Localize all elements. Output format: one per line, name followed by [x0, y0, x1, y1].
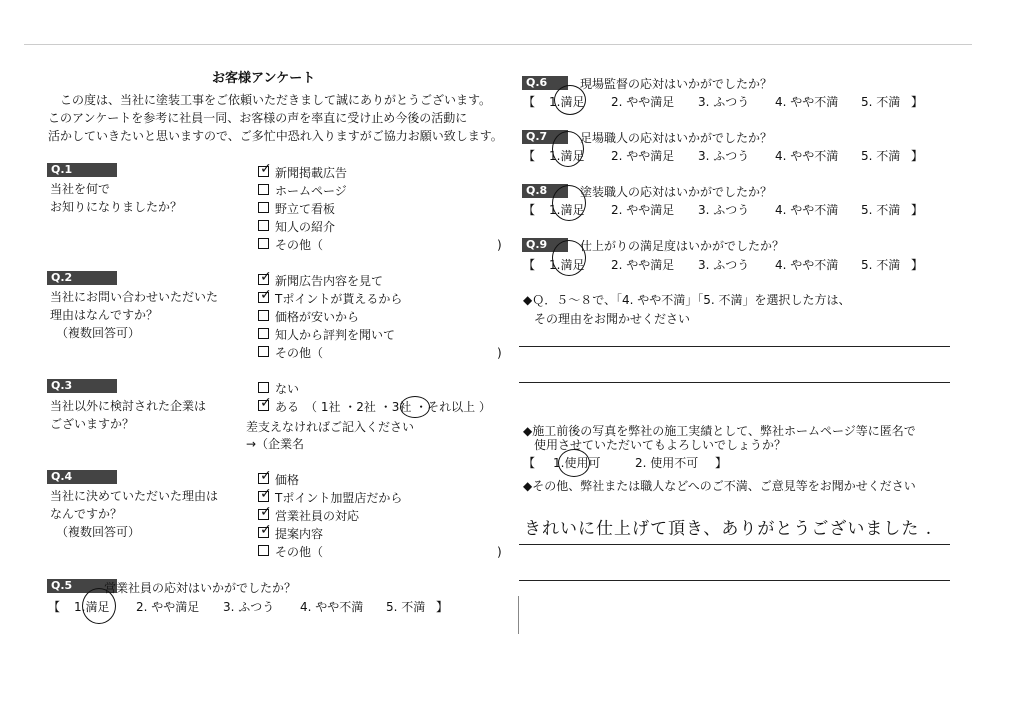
q4-question-3: （複数回答可） — [56, 525, 141, 539]
check-mark-icon: ✓ — [260, 468, 272, 484]
scale-option-4[interactable]: 4. やや不満 — [775, 149, 839, 163]
option-label: ホームページ — [275, 184, 347, 198]
bracket: 【 — [523, 203, 536, 217]
checkbox[interactable] — [258, 287, 272, 303]
option-number: 1. — [549, 95, 561, 109]
option-label: その他（ — [275, 238, 324, 252]
q3-number: Q.3 — [47, 379, 117, 393]
scale-option-3[interactable]: 3. ふつう — [223, 600, 275, 614]
option-number: 1. — [549, 149, 561, 163]
q2-option-2[interactable] — [258, 287, 403, 306]
q9-question: 仕上がりの満足度はいかがでしたか？ — [580, 239, 785, 253]
scale-option-3[interactable]: 3. ふつう — [698, 149, 750, 163]
scale-option-2[interactable]: 2. やや満足 — [611, 149, 675, 163]
q4-option-4[interactable] — [258, 522, 324, 541]
q5-number: Q.5 — [47, 579, 117, 593]
q6-number: Q.6 — [522, 76, 568, 90]
q5-question: 営業社員の応対はいかがでしたか？ — [104, 581, 297, 595]
circle-mark — [554, 85, 586, 115]
answer-line[interactable] — [519, 346, 950, 347]
q7-number: Q.7 — [522, 130, 568, 144]
q2-option-4[interactable] — [258, 328, 395, 342]
option-label: 営業社員の対応 — [275, 509, 360, 523]
checkbox[interactable] — [258, 328, 269, 339]
q4-close-paren: ) — [497, 545, 502, 559]
top-border — [24, 44, 972, 45]
photo-line-1: ◆施工前後の写真を弊社の施工実績として、弊社ホームページ等に匿名で — [523, 424, 916, 438]
q9-number: Q.9 — [522, 238, 568, 252]
scale-option-5[interactable]: 5. 不満 — [861, 203, 901, 217]
q2-option-5[interactable] — [258, 346, 323, 360]
q4-option-2[interactable] — [258, 486, 403, 505]
option-label: Tポイントが貰えるから — [275, 292, 403, 306]
scale-option-2[interactable]: 2. やや満足 — [611, 95, 675, 109]
bracket: 】 — [715, 456, 728, 470]
bracket: 【 — [523, 149, 536, 163]
option-label: 知人から評判を聞いて — [275, 328, 396, 342]
q4-question-1: 当社に決めていただいた理由は — [50, 489, 219, 503]
q1-question-1: 当社を何で — [50, 182, 111, 196]
scale-option-5[interactable]: 5. 不満 — [861, 149, 901, 163]
bracket: 【 — [523, 456, 536, 470]
scale-option-3[interactable]: 3. ふつう — [698, 258, 750, 272]
q2-close-paren: ) — [497, 346, 502, 360]
q1-number: Q.1 — [47, 163, 117, 177]
other-line: ◆その他、弊社または職人などへのご不満、ご意見等をお聞かせください — [523, 479, 916, 493]
option-label: 満足 — [560, 95, 585, 109]
checkbox[interactable] — [258, 220, 269, 231]
circle-mark — [558, 449, 590, 477]
option-label: その他（ — [275, 346, 324, 360]
q2-number: Q.2 — [47, 271, 117, 285]
option-number: 1. — [74, 600, 86, 614]
check-mark-icon: ✓ — [260, 269, 272, 285]
option-label: 満足 — [560, 149, 585, 163]
q6-question: 現場監督の応対はいかがでしたか？ — [580, 77, 773, 91]
checkbox[interactable] — [258, 310, 269, 321]
bracket: 】 — [911, 95, 924, 109]
checkbox[interactable] — [258, 382, 269, 393]
scale-option-5[interactable]: 5. 不満 — [386, 600, 426, 614]
q1-option-3[interactable] — [258, 202, 335, 216]
option-label: ある （ 1社 ・2社 ・ — [275, 400, 392, 414]
option-label: 使用可 — [564, 456, 601, 470]
option-label: 野立て看板 — [275, 202, 336, 216]
q3-note: 差支えなければご記入ください — [246, 420, 415, 434]
option-number: 1. — [549, 258, 561, 272]
option-label: Tポイント加盟店だから — [275, 491, 403, 505]
bracket: 】 — [911, 258, 924, 272]
photo-line-2: 使用させていただいてもよろしいでしょうか？ — [534, 438, 787, 452]
reason-line-2: その理由をお聞かせください — [534, 312, 691, 326]
q7-scale — [523, 149, 924, 163]
bracket: 【 — [523, 258, 536, 272]
q3-option-yes[interactable] — [258, 395, 491, 414]
check-mark-icon: ✓ — [260, 395, 272, 411]
q2-question-3: （複数回答可） — [56, 326, 141, 340]
scale-option-5[interactable]: 5. 不満 — [861, 95, 901, 109]
option-label: ない — [275, 382, 300, 396]
q2-question-2: 理由はなんですか？ — [50, 308, 159, 322]
option-label: その他（ — [275, 545, 324, 559]
intro-line-2: このアンケートを参考に社員一同、お客様の声を率直に受け止め今後の活動に — [48, 111, 468, 125]
q1-option-5[interactable] — [258, 238, 323, 252]
intro-line-1: この度は、当社に塗装工事をご依頼いただきまして誠にありがとうございます。 — [48, 93, 492, 107]
check-mark-icon: ✓ — [260, 161, 272, 177]
scale-option-3[interactable]: 3. ふつう — [698, 203, 750, 217]
bracket: 】 — [436, 600, 449, 614]
bracket: 【 — [523, 95, 536, 109]
option-label: 提案内容 — [275, 527, 324, 541]
q3-question-1: 当社以外に検討された企業は — [50, 399, 207, 413]
scale-option-2[interactable]: 2. やや満足 — [611, 203, 675, 217]
q4-number: Q.4 — [47, 470, 117, 484]
intro-line-3: 活かしていきたいと思いますので、ご多忙中恐れ入りますがご協力お願い致します。 — [48, 129, 503, 143]
q1-option-4[interactable] — [258, 220, 335, 234]
column-divider — [518, 596, 519, 634]
answer-line[interactable] — [519, 382, 950, 383]
q6-scale — [523, 95, 924, 109]
scale-option-4[interactable]: 4. やや不満 — [775, 203, 839, 217]
checkbox[interactable] — [258, 545, 269, 556]
q4-option-5[interactable] — [258, 545, 323, 559]
option-label: 満足 — [560, 258, 585, 272]
q9-scale — [523, 258, 924, 272]
q5-scale — [48, 600, 449, 614]
checkbox[interactable] — [258, 522, 272, 538]
checkbox[interactable] — [258, 184, 269, 195]
q4-option-3[interactable] — [258, 504, 360, 523]
scale-option-4[interactable]: 4. やや不満 — [300, 600, 364, 614]
q2-option-3[interactable] — [258, 310, 359, 324]
checkbox[interactable] — [258, 346, 269, 357]
check-mark-icon: ✓ — [260, 504, 272, 520]
option-label: 価格が安いから — [275, 310, 360, 324]
checkbox[interactable] — [258, 269, 272, 285]
bracket: 】 — [911, 149, 924, 163]
circle-mark — [552, 131, 584, 167]
q4-question-2: なんですか？ — [50, 507, 123, 521]
q4-option-1[interactable] — [258, 468, 300, 487]
option-number: 1. — [553, 456, 565, 470]
scale-option-2[interactable]: 2. やや満足 — [611, 258, 675, 272]
option-label: 満足 — [560, 203, 585, 217]
q1-close-paren: ) — [497, 238, 502, 252]
circle-mark — [82, 588, 116, 624]
check-mark-icon: ✓ — [260, 522, 272, 538]
circled-option: 3社 — [391, 400, 412, 414]
handwritten-comment: きれいに仕上げて頂き、ありがとうございました . — [524, 519, 933, 539]
answer-line[interactable] — [519, 544, 950, 545]
scale-option-2[interactable]: 2. やや満足 — [136, 600, 200, 614]
checkbox[interactable] — [258, 238, 269, 249]
q3-option-none[interactable] — [258, 382, 299, 396]
scale-option-4[interactable]: 4. やや不満 — [775, 258, 839, 272]
option-label: 新聞掲載広告 — [275, 166, 348, 180]
checkbox[interactable] — [258, 161, 272, 177]
scale-option-5[interactable]: 5. 不満 — [861, 258, 901, 272]
option-label: 満足 — [85, 600, 110, 614]
scale-option-4[interactable]: 4. やや不満 — [775, 95, 839, 109]
checkbox[interactable] — [258, 468, 272, 484]
scale-option-3[interactable]: 3. ふつう — [698, 95, 750, 109]
option-label-end: ・それ以上 ） — [411, 400, 491, 414]
option-number: 1. — [549, 203, 561, 217]
bracket: 】 — [911, 203, 924, 217]
page-title: お客様アンケート — [212, 71, 316, 86]
q8-number: Q.8 — [522, 184, 568, 198]
circle-mark — [552, 185, 586, 221]
check-mark-icon: ✓ — [260, 287, 272, 303]
checkbox[interactable] — [258, 202, 269, 213]
option-label: 新聞広告内容を見て — [275, 274, 384, 288]
bracket: 【 — [48, 600, 61, 614]
option-label: 知人の紹介 — [275, 220, 336, 234]
reason-line-1: ◆Ｑ．５～８で、「4. やや不満」「5. 不満」を選択した方は、 — [523, 293, 851, 307]
check-mark-icon: ✓ — [260, 486, 272, 502]
circle-mark — [552, 240, 586, 276]
q3-question-2: ございますか？ — [50, 417, 135, 431]
checkbox[interactable] — [258, 395, 272, 411]
q1-option-2[interactable] — [258, 184, 347, 198]
checkbox[interactable] — [258, 504, 272, 520]
q7-question: 足場職人の応対はいかがでしたか？ — [580, 131, 773, 145]
q1-option-1[interactable] — [258, 161, 348, 180]
q3-company: →（企業名 — [246, 437, 305, 451]
q1-question-2: お知りになりましたか？ — [50, 200, 183, 214]
q8-question: 塗装職人の応対はいかがでしたか？ — [580, 185, 773, 199]
photo-options — [523, 456, 728, 470]
answer-line[interactable] — [519, 580, 950, 581]
q8-scale — [523, 203, 924, 217]
circle-mark — [400, 396, 430, 418]
option-label: 価格 — [275, 473, 300, 487]
q2-question-1: 当社にお問い合わせいただいた — [50, 290, 219, 304]
checkbox[interactable] — [258, 486, 272, 502]
q2-option-1[interactable] — [258, 269, 384, 288]
photo-option-2[interactable]: 2. 使用不可 — [635, 456, 699, 470]
